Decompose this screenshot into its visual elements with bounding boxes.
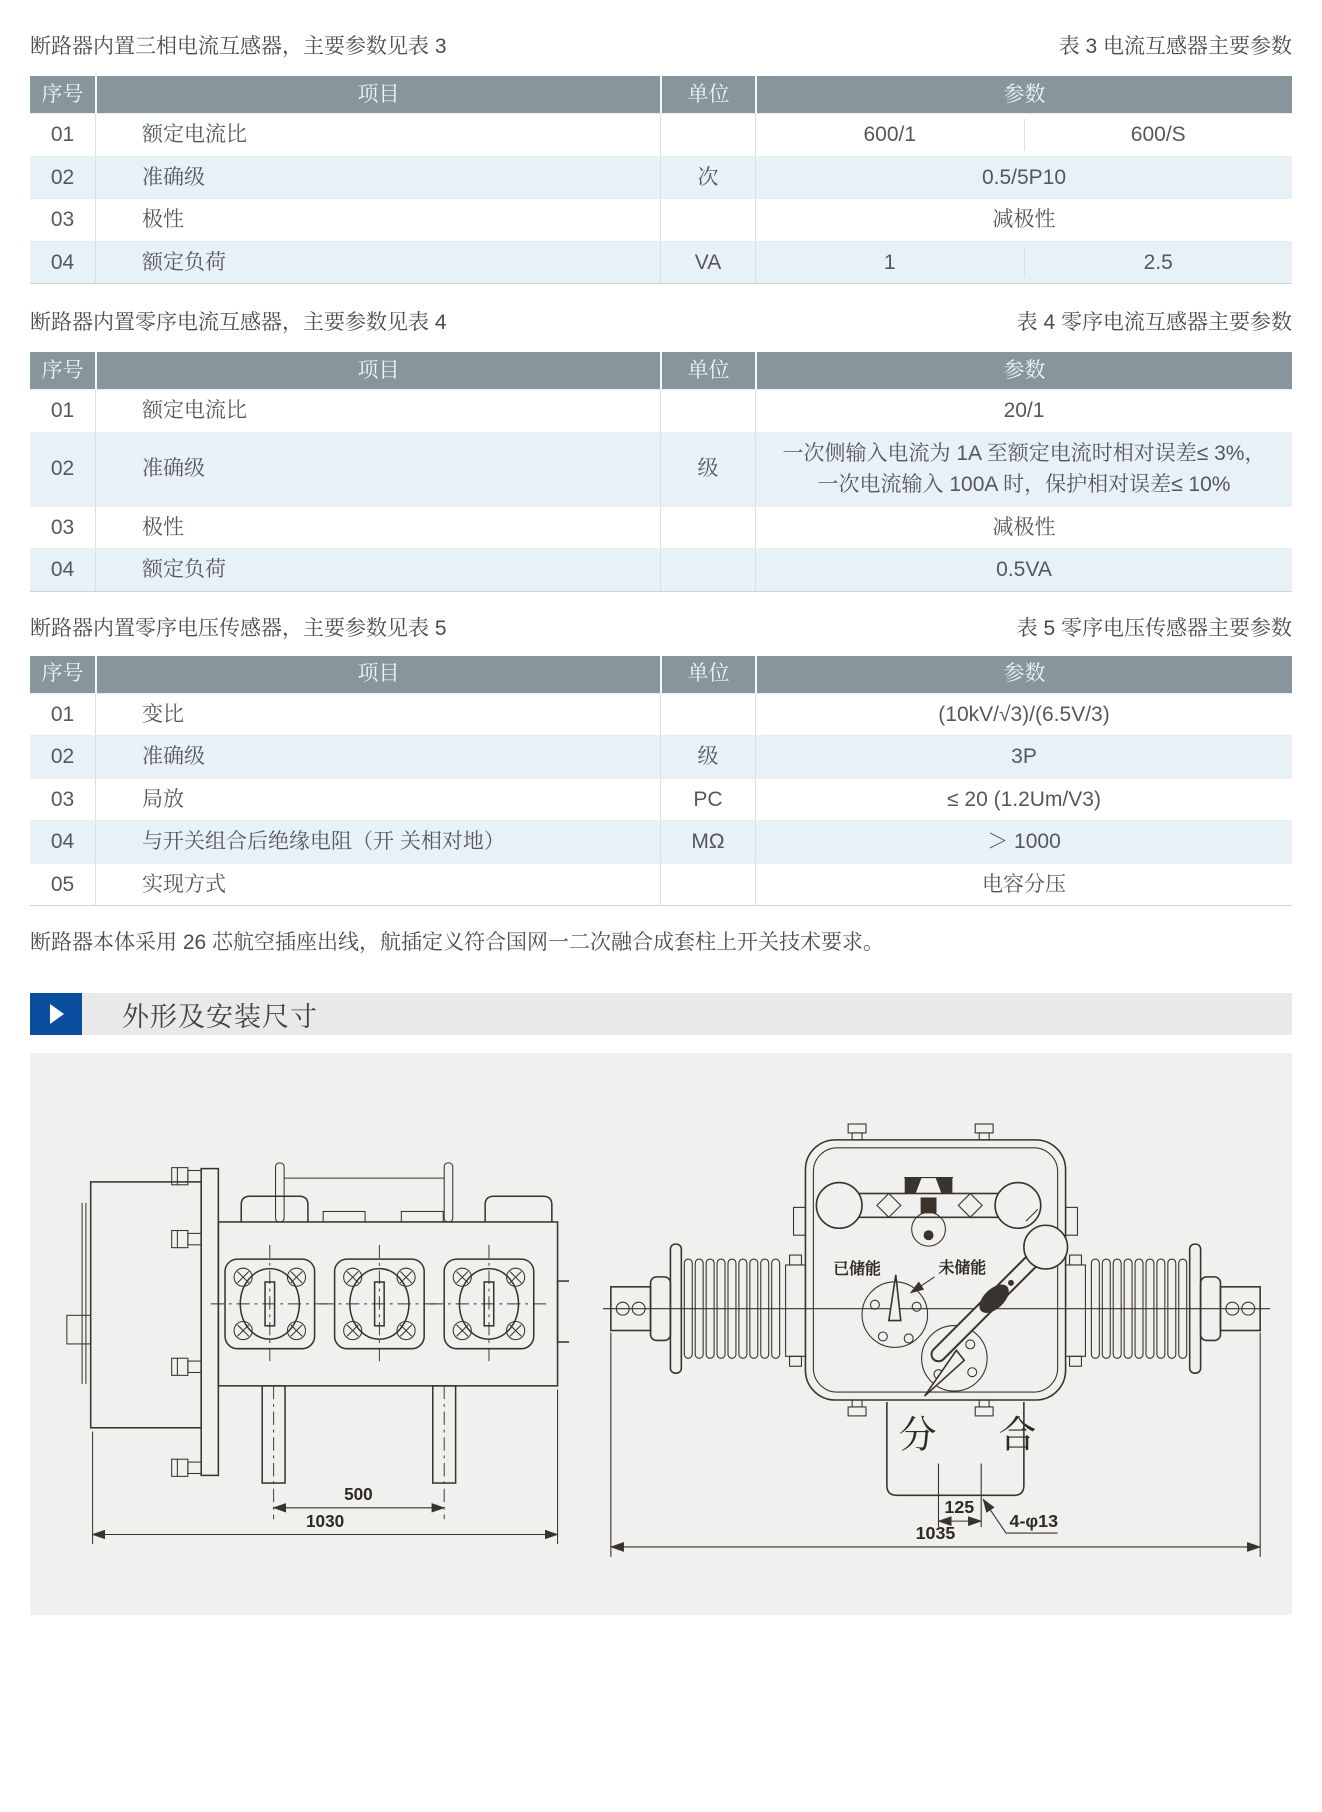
- column-header: 参数: [755, 352, 1292, 389]
- table-row: [30, 113, 1292, 156]
- charged-label: 已储能: [833, 1261, 881, 1279]
- unit-cell: 次: [660, 157, 755, 199]
- section-arrow-icon: [30, 993, 82, 1035]
- column-header: 序号: [41, 82, 84, 106]
- item-cell: 局放: [95, 779, 660, 821]
- outline-drawing-side-view: [589, 1098, 1284, 1565]
- row-number-cell: 05: [50, 872, 75, 896]
- item-cell: 准确级: [95, 433, 660, 506]
- item-cell: 额定电流比: [95, 390, 660, 432]
- param-cell: ≤ 20 (1.2Um/V3): [755, 779, 1292, 821]
- unit-cell: [660, 507, 755, 549]
- table-row: [30, 389, 1292, 432]
- param-cell: 20/1: [755, 390, 1292, 432]
- unit-cell: [660, 390, 755, 432]
- unit-cell: [660, 199, 755, 241]
- table-row: [30, 863, 1292, 906]
- column-header: 项目: [95, 352, 660, 389]
- table-row: [30, 735, 1292, 778]
- param-cell: ＞ 1000: [755, 821, 1292, 863]
- table-row: [30, 693, 1292, 736]
- column-header: 序号: [41, 358, 84, 382]
- dimension-drawings-panel: [30, 1053, 1292, 1615]
- unit-cell: [660, 864, 755, 906]
- table-row: [30, 241, 1292, 284]
- item-cell: 极性: [95, 507, 660, 549]
- unit-cell: PC: [660, 779, 755, 821]
- row-number-cell: 03: [50, 208, 75, 231]
- unit-cell: [660, 114, 755, 156]
- aviation-plug-note: 断路器本体采用 26 芯航空插座出线，航插定义符合国网一二次融合成套柱上开关技术要求。: [30, 931, 885, 954]
- unit-cell: 级: [660, 736, 755, 778]
- column-header: 项目: [95, 656, 660, 693]
- row-number-cell: 01: [50, 702, 75, 726]
- open-close-label: 分 合: [898, 1414, 1063, 1457]
- unit-cell: MΩ: [660, 821, 755, 863]
- section-title-bar: [82, 993, 1292, 1035]
- uncharged-label: 未储能: [938, 1260, 987, 1278]
- table5-caption: 表 5 零序电压传感器主要参数: [1016, 616, 1292, 640]
- item-cell: 额定负荷: [95, 242, 660, 284]
- table3-caption: 表 3 电流互感器主要参数: [1058, 35, 1292, 58]
- dim-500-label: 500: [344, 1484, 373, 1505]
- table-row: [30, 548, 1292, 591]
- column-header: 单位: [660, 76, 755, 113]
- row-number-cell: 02: [50, 165, 75, 189]
- item-cell: 变比: [95, 694, 660, 736]
- item-cell: 准确级: [95, 157, 660, 199]
- table-header-row: [30, 352, 1292, 389]
- unit-cell: 级: [660, 433, 755, 506]
- item-cell: 实现方式: [95, 864, 660, 906]
- param-cell: [755, 242, 1292, 284]
- outline-drawing-top-view: [64, 1098, 569, 1546]
- param-value: 600/1: [863, 123, 917, 146]
- row-number-cell: 04: [50, 558, 75, 581]
- item-cell: 与开关组合后绝缘电阻（开 关相对地）: [95, 821, 660, 863]
- row-number-cell: 02: [50, 745, 75, 768]
- item-cell: 额定电流比: [95, 114, 660, 156]
- table-header-row: [30, 76, 1292, 113]
- param-value: 600/S: [1024, 119, 1293, 151]
- table-header-row: [30, 656, 1292, 693]
- column-header: 单位: [660, 352, 755, 389]
- item-cell: 极性: [95, 199, 660, 241]
- table-phase-current-transformer: [30, 76, 1292, 284]
- row-number-cell: 03: [50, 787, 75, 811]
- section-header: [30, 993, 1292, 1035]
- dim-1035-label: 1035: [915, 1523, 956, 1544]
- row-number-cell: 02: [50, 457, 75, 481]
- param-cell: 电容分压: [755, 864, 1292, 906]
- row-number-cell: 04: [50, 830, 75, 853]
- row-number-cell: 04: [50, 250, 75, 274]
- column-header: 项目: [95, 76, 660, 113]
- table-row: [30, 432, 1292, 506]
- item-cell: 额定负荷: [95, 549, 660, 591]
- table5-intro: 断路器内置零序电压传感器，主要参数见表 5: [30, 616, 447, 640]
- table-zero-seq-current-transformer: [30, 352, 1292, 592]
- table4-intro: 断路器内置零序电流互感器，主要参数见表 4: [30, 311, 447, 334]
- right-triangle-icon: [43, 1001, 69, 1027]
- table-zero-seq-voltage-sensor: [30, 656, 1292, 907]
- table-row: [30, 820, 1292, 863]
- column-header: 序号: [41, 662, 84, 686]
- section-title: 外形及安装尺寸: [122, 1001, 318, 1032]
- param-cell: 0.5VA: [755, 549, 1292, 591]
- row-number-cell: 03: [50, 515, 75, 539]
- row-number-cell: 01: [50, 399, 75, 422]
- dim-125-label: 125: [944, 1497, 975, 1518]
- table-row: [30, 198, 1292, 241]
- param-cell: 减极性: [755, 199, 1292, 241]
- param-cell: (10kV/√3)/(6.5V/3): [755, 694, 1292, 736]
- param-cell: 一次侧输入电流为 1A 至额定电流时相对误差≤ 3%， 一次电流输入 100A 时，保护相对误差≤ 10%: [755, 433, 1292, 506]
- table3-intro: 断路器内置三相电流互感器，主要参数见表 3: [30, 35, 447, 58]
- item-cell: 准确级: [95, 736, 660, 778]
- column-header: 参数: [755, 656, 1292, 693]
- column-header: 参数: [755, 76, 1292, 113]
- param-value: 2.5: [1024, 247, 1293, 279]
- table-row: [30, 506, 1292, 549]
- table-row: [30, 778, 1292, 821]
- unit-cell: VA: [660, 242, 755, 284]
- table3-intro-row: [30, 30, 1292, 60]
- param-cell: [755, 114, 1292, 156]
- table4-caption: 表 4 零序电流互感器主要参数: [1016, 311, 1292, 334]
- holes-callout-label: 4-φ13: [1009, 1511, 1059, 1532]
- column-header: 单位: [660, 656, 755, 693]
- table-row: [30, 156, 1292, 199]
- param-cell: 0.5/5P10: [755, 157, 1292, 199]
- row-number-cell: 01: [50, 123, 75, 146]
- dim-1030-label: 1030: [306, 1511, 345, 1532]
- table5-intro-row: [30, 612, 1292, 642]
- table4-intro-row: [30, 306, 1292, 336]
- unit-cell: [660, 694, 755, 736]
- unit-cell: [660, 549, 755, 591]
- param-cell: 3P: [755, 736, 1292, 778]
- param-value: 1: [883, 250, 896, 274]
- param-cell: 减极性: [755, 507, 1292, 549]
